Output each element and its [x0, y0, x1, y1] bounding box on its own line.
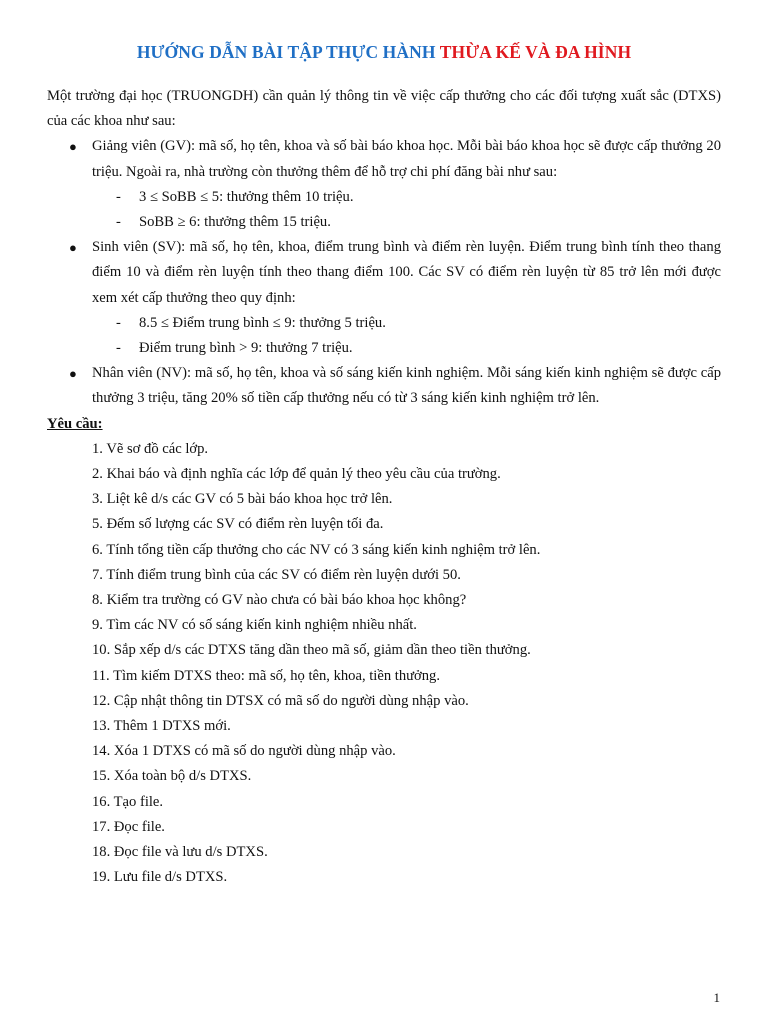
- requirement-item: 2. Khai báo và định nghĩa các lớp để quản lý theo yêu cầu của trường.: [92, 466, 501, 483]
- sub-item-text: 3 ≤ SoBB ≤ 5: thưởng thêm 10 triệu.: [139, 188, 354, 205]
- requirement-item: 1. Vẽ sơ đồ các lớp.: [92, 440, 209, 457]
- requirements-list: [47, 437, 721, 891]
- sub-list: [92, 311, 721, 361]
- requirement-item: 13. Thêm 1 DTXS mới.: [92, 718, 231, 735]
- dash-icon: -: [116, 214, 121, 231]
- bullet-item-gv: [47, 134, 721, 235]
- intro-paragraph: Một trường đại học (TRUONGDH) cần quản lý thông tin về việc cấp thưởng cho các đối tượng xuất sắc (DTXS) của các khoa như sau:: [47, 88, 721, 130]
- sub-item: [92, 210, 721, 235]
- sub-item-text: Điểm trung bình > 9: thưởng 7 triệu.: [139, 340, 353, 357]
- requirement-item: 19. Lưu file d/s DTXS.: [92, 869, 228, 886]
- requirement-item: 16. Tạo file.: [92, 793, 164, 810]
- requirement-item: 12. Cập nhật thông tin DTSX có mã số do người dùng nhập vào.: [92, 692, 469, 709]
- title-part-2: THỪA KẾ VÀ ĐA HÌNH: [439, 42, 632, 62]
- sub-list: [92, 185, 721, 235]
- requirement-item: 8. Kiểm tra trường có GV nào chưa có bài báo khoa học không?: [92, 592, 467, 609]
- title-part-1: HƯỚNG DẪN BÀI TẬP THỰC HÀNH: [136, 42, 436, 62]
- requirement-item: 14. Xóa 1 DTXS có mã số do người dùng nhập vào.: [92, 743, 396, 760]
- bullet-item-nv: [47, 361, 721, 411]
- dash-icon: -: [116, 314, 121, 331]
- requirement-item: 9. Tìm các NV có số sáng kiến kinh nghiệm nhiều nhất.: [92, 617, 417, 634]
- sub-item: [92, 311, 721, 336]
- page-number: 1: [713, 990, 720, 1005]
- bullet-text: Giảng viên (GV): mã số, họ tên, khoa và số bài báo khoa học. Mỗi bài báo khoa học sẽ được cấp thưởng 20 triệu. Ngoài ra, nhà trường còn thưởng thêm để hỗ trợ chi phí đăng bài như sau:: [92, 138, 721, 180]
- sub-item: [92, 185, 721, 210]
- requirement-item: 5. Đếm số lượng các SV có điểm rèn luyện tối đa.: [92, 516, 384, 533]
- requirement-item: 17. Đọc file.: [92, 818, 165, 835]
- sub-item-text: SoBB ≥ 6: thưởng thêm 15 triệu.: [139, 214, 331, 231]
- bullet-icon: ●: [69, 366, 77, 382]
- bullet-text: Nhân viên (NV): mã số, họ tên, khoa và số sáng kiến kinh nghiệm. Mỗi sáng kiến kinh nghiệm sẽ được cấp thưởng 3 triệu, tăng 20% số tiền cấp thưởng nếu có từ 3 sáng kiến kinh nghiệm trở lên.: [92, 365, 721, 407]
- dash-icon: -: [116, 340, 121, 357]
- object-list: [47, 134, 721, 411]
- bullet-item-sv: [47, 235, 721, 361]
- requirement-item: 10. Sắp xếp d/s các DTXS tăng dần theo mã số, giảm dần theo tiền thưởng.: [92, 642, 531, 659]
- requirements-heading: Yêu cầu:: [47, 415, 103, 432]
- sub-item-text: 8.5 ≤ Điểm trung bình ≤ 9: thưởng 5 triệu.: [139, 314, 386, 331]
- sub-item: [92, 336, 721, 361]
- bullet-icon: ●: [69, 139, 77, 155]
- dash-icon: -: [116, 188, 121, 205]
- document-title: [47, 40, 721, 64]
- bullet-text: Sinh viên (SV): mã số, họ tên, khoa, điểm trung bình và điểm rèn luyện. Điểm trung bình tính theo thang điểm 10 và điểm rèn luyện tính theo thang điểm 100. Các SV có điểm rèn luyện từ 85 trở lên mới được xem xét cấp thưởng theo quy định:: [92, 239, 721, 306]
- requirement-item: 15. Xóa toàn bộ d/s DTXS.: [92, 768, 252, 785]
- document-page: [47, 40, 721, 891]
- requirement-item: 11. Tìm kiếm DTXS theo: mã số, họ tên, khoa, tiền thưởng.: [92, 667, 441, 684]
- requirement-item: 3. Liệt kê d/s các GV có 5 bài báo khoa học trở lên.: [92, 491, 393, 508]
- requirement-item: 6. Tính tổng tiền cấp thưởng cho các NV có 3 sáng kiến kinh nghiệm trở lên.: [92, 541, 541, 558]
- requirement-item: 18. Đọc file và lưu d/s DTXS.: [92, 844, 268, 861]
- requirement-item: 7. Tính điểm trung bình của các SV có điểm rèn luyện dưới 50.: [92, 566, 461, 583]
- bullet-icon: ●: [69, 240, 77, 256]
